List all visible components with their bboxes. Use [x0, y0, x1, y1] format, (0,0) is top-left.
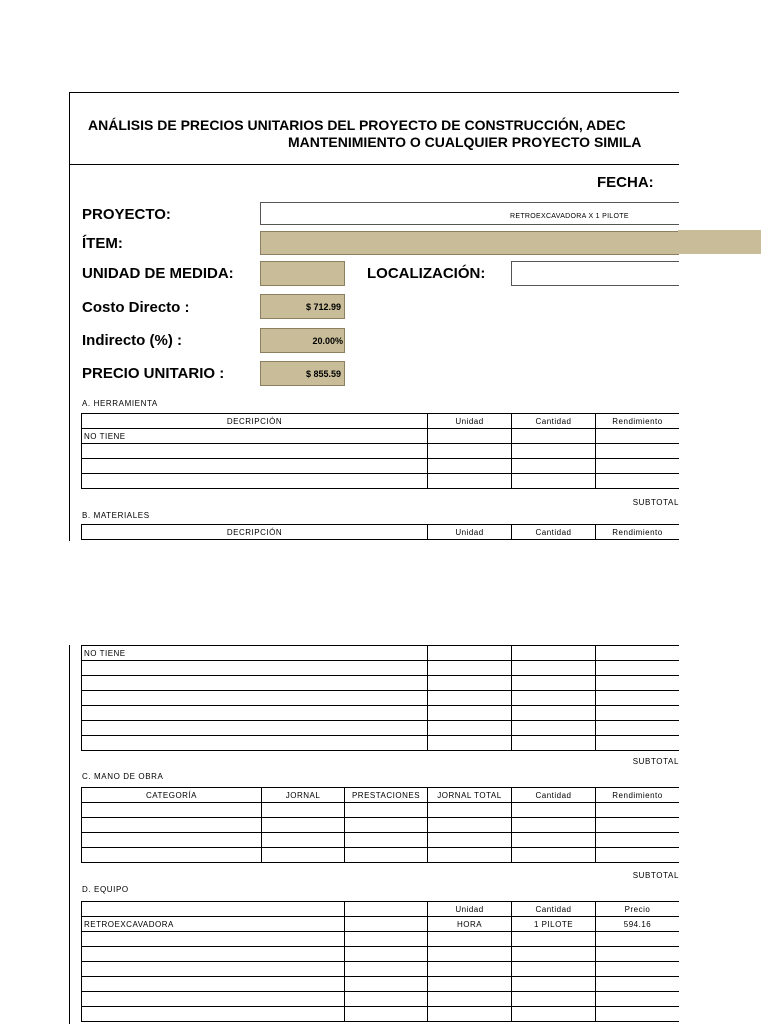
table-cell[interactable] — [512, 676, 596, 691]
table-cell[interactable] — [596, 962, 680, 977]
indirecto-value: 20.00% — [312, 336, 343, 346]
table-row — [82, 818, 680, 833]
table-cell[interactable] — [512, 691, 596, 706]
section-herramienta: A. HERRAMIENTA — [82, 399, 158, 408]
header-blank — [82, 902, 345, 917]
table-cell[interactable] — [512, 947, 596, 962]
header-jornal: JORNAL — [262, 788, 345, 803]
title-divider — [70, 164, 679, 165]
header-jornal-total: JORNAL TOTAL — [428, 788, 512, 803]
header-blank — [345, 902, 428, 917]
table-cell[interactable] — [428, 706, 512, 721]
table-cell[interactable] — [428, 992, 512, 1007]
item-label: ÍTEM: — [82, 235, 123, 252]
table-cell[interactable] — [512, 818, 596, 833]
table-cell[interactable] — [428, 962, 512, 977]
costo-directo-label: Costo Directo : — [82, 299, 190, 316]
indirecto-label: Indirecto (%) : — [82, 332, 182, 349]
localizacion-label: LOCALIZACIÓN: — [367, 265, 486, 282]
table-cell[interactable] — [428, 736, 512, 751]
precio-unitario-value: $ 855.59 — [305, 369, 341, 379]
spreadsheet-page-1 — [69, 92, 679, 541]
table-cell[interactable] — [428, 818, 512, 833]
mano-de-obra-subtotal: SUBTOTAL — [632, 871, 679, 880]
table-cell[interactable] — [512, 721, 596, 736]
table-cell[interactable] — [428, 646, 512, 661]
table-cell[interactable] — [596, 429, 680, 444]
table-cell[interactable] — [428, 803, 512, 818]
table-cell[interactable] — [596, 444, 680, 459]
materiales-table-header — [81, 524, 679, 540]
table-cell[interactable] — [512, 474, 596, 489]
table-cell[interactable] — [512, 932, 596, 947]
equipo-unidad-cell[interactable]: HORA — [428, 917, 512, 932]
table-cell[interactable] — [512, 1007, 596, 1022]
table-cell[interactable] — [512, 444, 596, 459]
proyecto-field[interactable] — [260, 202, 679, 225]
table-cell[interactable] — [596, 1007, 680, 1022]
table-cell[interactable] — [428, 691, 512, 706]
table-cell[interactable] — [82, 977, 345, 992]
unidad-medida-label: UNIDAD DE MEDIDA: — [82, 265, 234, 282]
table-cell[interactable] — [345, 992, 428, 1007]
table-cell[interactable] — [512, 962, 596, 977]
header-descripcion: DECRIPCIÓN — [82, 414, 428, 429]
table-row — [82, 977, 680, 992]
table-cell[interactable]: NO TIENE — [82, 429, 428, 444]
header-precio: Precio — [596, 902, 680, 917]
header-unidad: Unidad — [428, 525, 512, 540]
table-row — [82, 848, 680, 863]
table-header-row — [82, 414, 680, 429]
table-cell[interactable] — [428, 977, 512, 992]
table-cell[interactable] — [512, 661, 596, 676]
table-cell[interactable] — [82, 833, 262, 848]
table-cell[interactable] — [82, 721, 428, 736]
table-cell[interactable] — [345, 848, 428, 863]
spreadsheet-page-2 — [69, 645, 679, 1024]
table-row — [82, 691, 680, 706]
precio-unitario-field[interactable] — [260, 361, 345, 386]
table-row — [82, 932, 680, 947]
header-cantidad: Cantidad — [512, 788, 596, 803]
table-cell[interactable] — [82, 803, 262, 818]
section-materiales: B. MATERIALES — [82, 511, 150, 520]
table-header-row — [82, 525, 680, 540]
costo-directo-field[interactable] — [260, 294, 345, 319]
table-cell[interactable] — [596, 803, 680, 818]
table-cell[interactable] — [596, 691, 680, 706]
table-cell[interactable] — [428, 444, 512, 459]
table-cell[interactable] — [596, 833, 680, 848]
indirecto-field[interactable] — [260, 328, 345, 353]
table-cell[interactable] — [345, 1007, 428, 1022]
title-line-1: ANÁLISIS DE PRECIOS UNITARIOS DEL PROYECTO DE CONSTRUCCIÓN, ADEC — [88, 117, 626, 133]
localizacion-field[interactable] — [511, 261, 679, 286]
table-cell[interactable] — [428, 429, 512, 444]
table-cell[interactable] — [345, 947, 428, 962]
materiales-subtotal: SUBTOTAL — [632, 757, 679, 766]
table-row — [82, 962, 680, 977]
costo-directo-value: $ 712.99 — [305, 302, 341, 312]
equipo-cantidad-cell[interactable]: 1 PILOTE — [512, 917, 596, 932]
table-cell[interactable] — [82, 932, 345, 947]
table-row — [82, 947, 680, 962]
table-cell[interactable] — [82, 661, 428, 676]
table-cell[interactable] — [596, 474, 680, 489]
table-cell[interactable] — [596, 676, 680, 691]
table-cell[interactable] — [262, 833, 345, 848]
table-cell[interactable] — [262, 803, 345, 818]
table-row — [82, 676, 680, 691]
table-cell[interactable] — [428, 661, 512, 676]
table-cell[interactable] — [512, 977, 596, 992]
header-rendimiento: Rendimiento — [596, 414, 680, 429]
table-cell[interactable] — [82, 706, 428, 721]
table-cell[interactable] — [512, 646, 596, 661]
table-cell[interactable] — [428, 848, 512, 863]
table-cell[interactable] — [596, 992, 680, 1007]
table-row — [82, 444, 680, 459]
table-cell[interactable] — [345, 917, 428, 932]
title-line-2: MANTENIMIENTO O CUALQUIER PROYECTO SIMILA — [288, 134, 642, 150]
table-cell[interactable]: NO TIENE — [82, 646, 428, 661]
table-row — [82, 992, 680, 1007]
table-cell[interactable] — [82, 1007, 345, 1022]
table-cell[interactable] — [82, 691, 428, 706]
table-cell[interactable] — [596, 736, 680, 751]
table-cell[interactable] — [512, 992, 596, 1007]
header-descripcion: DECRIPCIÓN — [82, 525, 428, 540]
table-cell[interactable] — [512, 833, 596, 848]
table-cell[interactable] — [596, 848, 680, 863]
table-row — [82, 646, 680, 661]
table-cell[interactable] — [596, 661, 680, 676]
header-rendimiento: Rendimiento — [596, 525, 680, 540]
table-cell[interactable] — [428, 721, 512, 736]
table-cell[interactable] — [512, 459, 596, 474]
table-cell[interactable] — [512, 706, 596, 721]
materiales-table — [81, 645, 679, 751]
precio-unitario-label: PRECIO UNITARIO : — [82, 365, 225, 382]
table-row — [82, 917, 680, 932]
table-cell[interactable] — [262, 818, 345, 833]
header-unidad: Unidad — [428, 414, 512, 429]
table-cell[interactable] — [345, 803, 428, 818]
table-row — [82, 1007, 680, 1022]
equipo-precio-cell[interactable]: 594.16 — [596, 917, 680, 932]
table-cell[interactable] — [82, 676, 428, 691]
table-cell[interactable] — [512, 736, 596, 751]
table-cell[interactable] — [345, 977, 428, 992]
header-cantidad: Cantidad — [512, 414, 596, 429]
table-header-row — [82, 902, 680, 917]
table-cell[interactable] — [428, 474, 512, 489]
proyecto-value: RETROEXCAVADORA X 1 PILOTE — [510, 213, 629, 220]
item-field[interactable] — [260, 231, 679, 255]
table-cell[interactable] — [82, 444, 428, 459]
table-header-row — [82, 788, 680, 803]
table-cell[interactable] — [596, 706, 680, 721]
header-categoria: CATEGORÍA — [82, 788, 262, 803]
table-row — [82, 474, 680, 489]
equipo-descripcion-cell[interactable]: RETROEXCAVADORA — [82, 917, 345, 932]
table-cell[interactable] — [596, 646, 680, 661]
table-row — [82, 833, 680, 848]
table-cell[interactable] — [596, 977, 680, 992]
table-cell[interactable] — [512, 848, 596, 863]
table-cell[interactable] — [596, 721, 680, 736]
table-cell[interactable] — [82, 848, 262, 863]
table-cell[interactable] — [428, 932, 512, 947]
table-cell[interactable] — [596, 932, 680, 947]
table-row — [82, 429, 680, 444]
table-cell[interactable] — [345, 818, 428, 833]
table-row — [82, 661, 680, 676]
section-mano-de-obra: C. MANO DE OBRA — [82, 772, 164, 781]
item-field-overflow — [678, 230, 761, 254]
table-cell[interactable] — [596, 818, 680, 833]
table-cell[interactable] — [512, 803, 596, 818]
mano-de-obra-table — [81, 787, 679, 863]
table-cell[interactable] — [428, 459, 512, 474]
herramienta-subtotal: SUBTOTAL — [632, 498, 679, 507]
table-row — [82, 803, 680, 818]
table-cell[interactable] — [428, 1007, 512, 1022]
herramienta-table — [81, 413, 679, 489]
header-unidad: Unidad — [428, 902, 512, 917]
equipo-table — [81, 901, 679, 1022]
table-cell[interactable] — [596, 459, 680, 474]
proyecto-label: PROYECTO: — [82, 206, 171, 223]
table-cell[interactable] — [82, 962, 345, 977]
table-cell[interactable] — [512, 429, 596, 444]
table-cell[interactable] — [262, 848, 345, 863]
table-cell[interactable] — [82, 818, 262, 833]
fecha-label: FECHA: — [597, 174, 654, 191]
table-row — [82, 706, 680, 721]
section-equipo: D. EQUIPO — [82, 885, 129, 894]
header-rendimiento: Rendimiento — [596, 788, 680, 803]
header-cantidad: Cantidad — [512, 525, 596, 540]
table-row — [82, 459, 680, 474]
table-cell[interactable] — [428, 947, 512, 962]
table-cell[interactable] — [82, 992, 345, 1007]
table-cell[interactable] — [596, 947, 680, 962]
table-cell[interactable] — [428, 833, 512, 848]
table-cell[interactable] — [82, 459, 428, 474]
table-cell[interactable] — [345, 962, 428, 977]
header-prestaciones: PRESTACIONES — [345, 788, 428, 803]
table-cell[interactable] — [345, 833, 428, 848]
table-cell[interactable] — [82, 736, 428, 751]
table-row — [82, 736, 680, 751]
unidad-medida-field[interactable] — [260, 261, 345, 286]
table-cell[interactable] — [82, 947, 345, 962]
table-cell[interactable] — [345, 932, 428, 947]
table-cell[interactable] — [428, 676, 512, 691]
header-cantidad: Cantidad — [512, 902, 596, 917]
table-row — [82, 721, 680, 736]
table-cell[interactable] — [82, 474, 428, 489]
